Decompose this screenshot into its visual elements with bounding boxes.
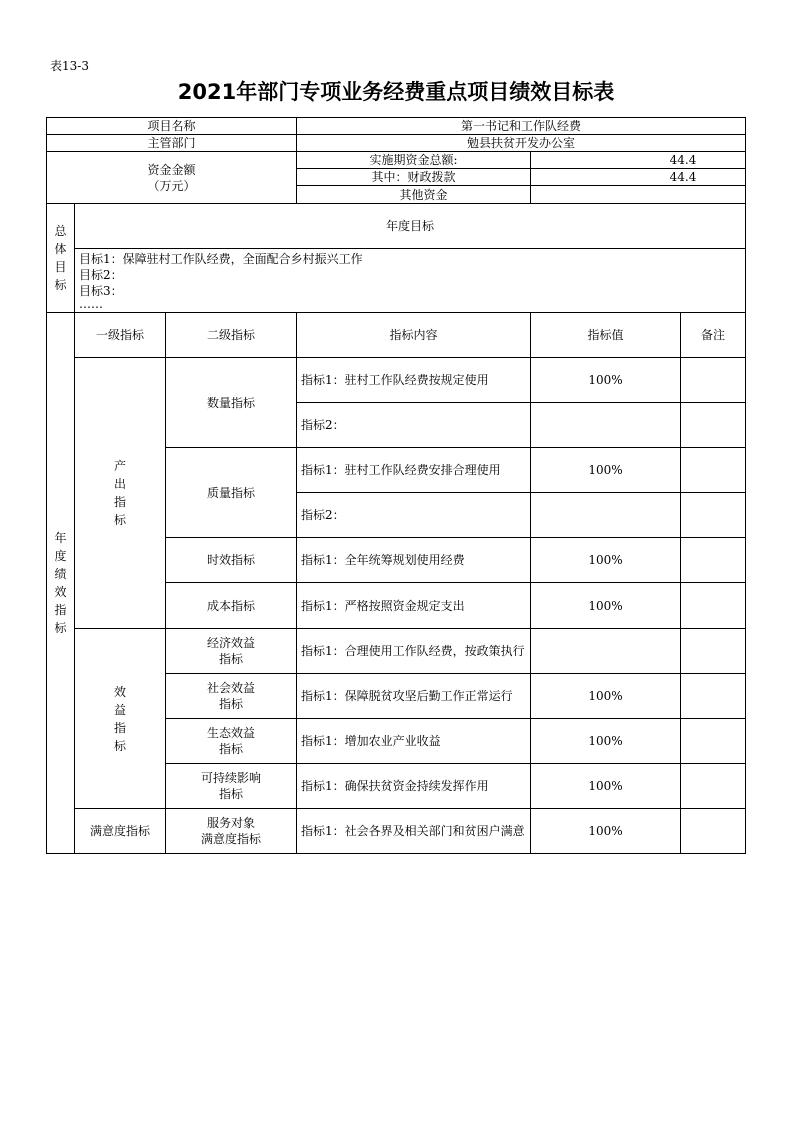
row-notes xyxy=(680,537,746,583)
row-value xyxy=(530,402,681,448)
row-notes xyxy=(680,808,746,854)
row-value: 100% xyxy=(530,718,681,764)
l2-economic-line1: 经济效益 xyxy=(206,636,255,650)
l2-economic xyxy=(165,628,297,674)
row-notes xyxy=(680,402,746,448)
l2-ecological xyxy=(165,718,297,764)
col-header-notes: 备注 xyxy=(680,312,746,358)
ind-char-4: 效 xyxy=(54,585,67,599)
row-notes xyxy=(680,447,746,493)
row-value: 100% xyxy=(530,673,681,719)
benefit-char-2: 益 xyxy=(113,702,126,717)
l2-social xyxy=(165,673,297,719)
l2-ecological-line2: 指标 xyxy=(218,742,243,756)
output-char-3: 指 xyxy=(113,495,126,509)
ind-char-5: 指 xyxy=(54,603,67,617)
row-content: 指标1：驻村工作队经费安排合理使用 xyxy=(296,447,531,493)
l2-cost: 成本指标 xyxy=(165,582,297,629)
row-value xyxy=(530,628,681,674)
row-notes xyxy=(680,492,746,538)
l2-ecological-line1: 生态效益 xyxy=(206,726,255,740)
row-notes xyxy=(680,718,746,764)
col-header-content: 指标内容 xyxy=(296,312,531,358)
overall-goal-side-label xyxy=(46,203,75,313)
goal-line-1: 目标1：保障驻村工作队经费，全面配合乡村振兴工作 xyxy=(79,252,363,266)
l2-sustainable-line1: 可持续影响 xyxy=(200,771,261,785)
other-label: 其他资金 xyxy=(296,185,531,204)
goal-line-3: 目标3： xyxy=(79,284,123,298)
ind-char-2: 度 xyxy=(54,549,67,563)
row-content: 指标2： xyxy=(296,402,531,448)
project-name-label: 项目名称 xyxy=(46,117,297,135)
goal-line-4: …… xyxy=(79,297,103,311)
l2-sustainable-line2: 指标 xyxy=(218,787,243,801)
annual-goal-label: 年度目标 xyxy=(74,203,746,249)
benefit-char-1: 效 xyxy=(113,684,126,699)
row-content: 指标1：驻村工作队经费按规定使用 xyxy=(296,357,531,403)
benefit-char-3: 指 xyxy=(113,720,126,735)
l2-service-satisfaction xyxy=(165,808,297,854)
benefit-indicators-label xyxy=(74,628,166,809)
table-code: 表13-3 xyxy=(50,59,89,73)
l2-service-line1: 服务对象 xyxy=(206,816,255,830)
l2-economic-line2: 指标 xyxy=(218,652,243,666)
l2-social-line1: 社会效益 xyxy=(206,681,255,695)
row-content: 指标1：全年统筹规划使用经费 xyxy=(296,537,531,583)
l2-quality: 质量指标 xyxy=(165,447,297,538)
l2-quantity: 数量指标 xyxy=(165,357,297,448)
row-content: 指标1：严格按照资金规定支出 xyxy=(296,582,531,629)
total-label: 实施期资金总额: xyxy=(296,151,531,169)
row-value: 100% xyxy=(530,537,681,583)
row-notes xyxy=(680,763,746,809)
ind-char-6: 标 xyxy=(54,621,67,635)
row-content: 指标1：合理使用工作队经费，按政策执行 xyxy=(296,628,531,674)
row-content: 指标1：社会各界及相关部门和贫困户满意 xyxy=(296,808,531,854)
row-value: 100% xyxy=(530,582,681,629)
total-value: 44.4 xyxy=(530,151,746,169)
project-name-value: 第一书记和工作队经费 xyxy=(296,117,746,135)
row-content: 指标1：确保扶贫资金持续发挥作用 xyxy=(296,763,531,809)
dept-value: 勉县扶贫开发办公室 xyxy=(296,134,746,152)
l2-service-line2: 满意度指标 xyxy=(200,832,261,846)
row-value xyxy=(530,492,681,538)
ind-char-1: 年 xyxy=(54,531,67,545)
dept-label: 主管部门 xyxy=(46,134,297,152)
ind-char-3: 绩 xyxy=(54,567,67,581)
fund-label-line2: （万元） xyxy=(147,178,196,193)
output-char-1: 产 xyxy=(113,459,126,473)
page-title: 2021年部门专项业务经费重点项目绩效目标表 xyxy=(177,80,615,104)
benefit-char-4: 标 xyxy=(113,738,126,753)
row-content: 指标1：增加农业产业收益 xyxy=(296,718,531,764)
l2-sustainable xyxy=(165,763,297,809)
row-notes xyxy=(680,582,746,629)
overall-char-2: 体 xyxy=(54,242,67,256)
row-value: 100% xyxy=(530,808,681,854)
col-header-level1: 一级指标 xyxy=(74,312,166,358)
col-header-value: 指标值 xyxy=(530,312,681,358)
fiscal-label: 其中：财政拨款 xyxy=(296,168,531,186)
fiscal-value: 44.4 xyxy=(530,168,746,186)
row-content: 指标2： xyxy=(296,492,531,538)
output-char-4: 标 xyxy=(113,513,126,527)
output-indicators-label xyxy=(74,357,166,629)
row-content: 指标1：保障脱贫攻坚后勤工作正常运行 xyxy=(296,673,531,719)
row-value: 100% xyxy=(530,357,681,403)
row-notes xyxy=(680,357,746,403)
output-char-2: 出 xyxy=(113,477,126,491)
row-notes xyxy=(680,628,746,674)
other-value xyxy=(530,185,746,204)
fund-label-line1: 资金金额 xyxy=(147,162,196,177)
l2-timeliness: 时效指标 xyxy=(165,537,297,583)
l2-social-line2: 指标 xyxy=(218,697,243,711)
fund-label xyxy=(46,151,297,204)
goal-list xyxy=(74,248,746,313)
row-value: 100% xyxy=(530,447,681,493)
overall-char-1: 总 xyxy=(54,224,67,238)
row-notes xyxy=(680,673,746,719)
overall-char-4: 标 xyxy=(54,278,67,292)
overall-char-3: 目 xyxy=(54,260,67,274)
satisfaction-indicators-label: 满意度指标 xyxy=(74,808,166,854)
goal-line-2: 目标2： xyxy=(79,268,123,282)
annual-indicators-side-label xyxy=(46,312,75,854)
row-value: 100% xyxy=(530,763,681,809)
col-header-level2: 二级指标 xyxy=(165,312,297,358)
